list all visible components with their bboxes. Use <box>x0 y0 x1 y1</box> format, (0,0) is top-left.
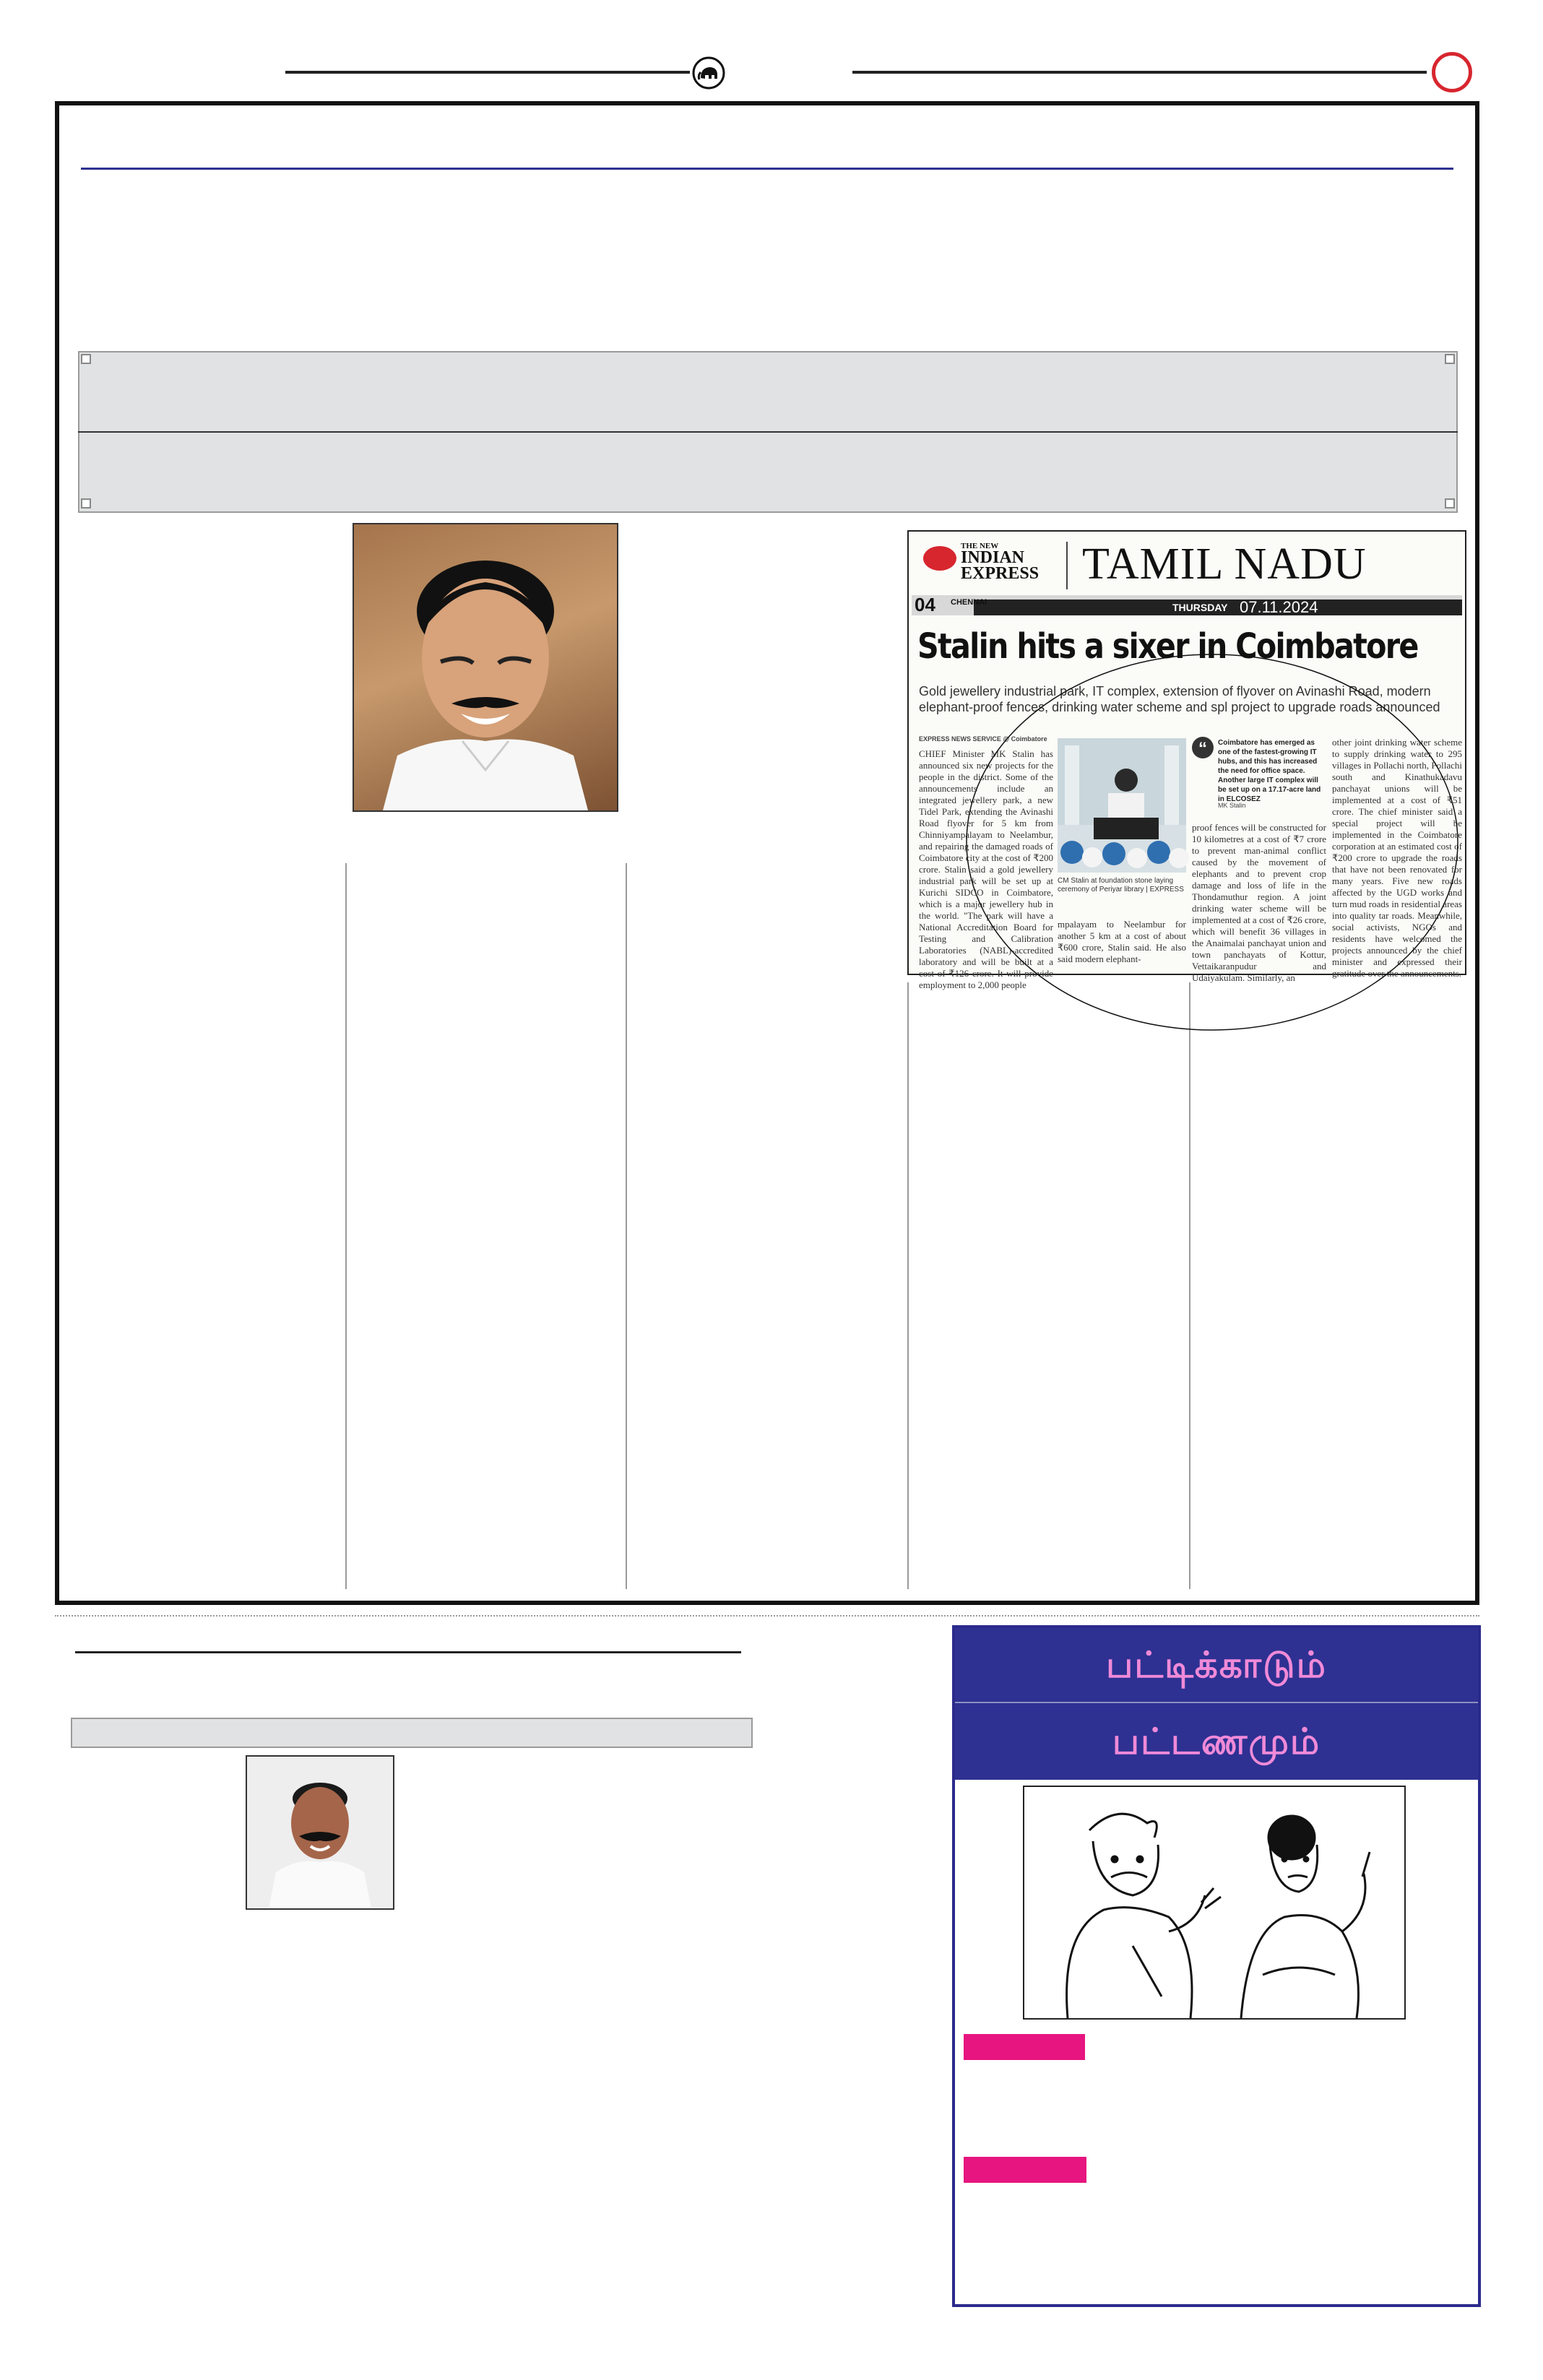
clip-headline: Stalin hits a sixer in Coimbatore <box>917 626 1418 667</box>
headline-rule <box>81 168 1453 170</box>
column-rule-3 <box>907 982 909 1589</box>
clip-masthead-divider <box>1066 542 1068 589</box>
cartoon-title-line1: பட்டிக்காடும் <box>955 1628 1478 1702</box>
lower-story-band <box>71 1718 753 1748</box>
clip-section-title: TAMIL NADU <box>1082 540 1367 589</box>
small-portrait-photo <box>246 1755 394 1910</box>
clip-quote-attribution: MK Stalin <box>1218 802 1246 809</box>
clip-quote: Coimbatore has emerged as one of the fastest-growing IT hubs, and this has increased the need for office space. Another large IT complex will be set up on a 17.17-acre land in ELCOSEZ <box>1218 739 1321 803</box>
speaker-tag-2 <box>964 2157 1086 2183</box>
clip-body-col4: other joint drinking water scheme to supply drinking water to 295 villages in Pollachi north, Pollachi south and Kinathukadavu panchayat unions will be implemented at a cost of ₹51 crore. The chief minister said a special project will be implemented in the Coimbatore corporation at an estimated cost of ₹200 crore to upgrade the roads that have not been renovated for many years. Five new roads affected by the UGD works and turn mud roads in residential areas into quality tar roads. Meanwhile, social activists, NGOs and residents have welcomed the projects announced by the chief minister and expressed their gratitude over the announcements. <box>1332 737 1462 979</box>
headline-band-divider <box>78 431 1458 433</box>
clip-body-col3: proof fences will be constructed for 10 kilometres at a cost of ₹7 crore to prevent man-animal conflict caused by the movement of elephants and to prevent crop damage and loss of life in the Thondamuthur region. A joint drinking water scheme will be implemented at a cost of ₹26 crore, which will benefit 36 villages in the Anaimalai panchayat union and town panchayats of Kottur, Vettaikaranpudur and Udaiyakulam. Similarly, an <box>1192 822 1326 983</box>
column-rule-2 <box>626 863 627 1589</box>
section-separator <box>55 1615 1479 1617</box>
band-corner-tl <box>81 354 91 364</box>
clip-photo-caption: CM Stalin at foundation stone laying ceremony of Periyar library | EXPRESS <box>1058 877 1184 893</box>
masthead-rule-left <box>285 71 690 74</box>
newspaper-clipping <box>907 530 1466 990</box>
clip-city: CHENNAI <box>951 598 987 607</box>
band-corner-bl <box>81 498 91 509</box>
clip-body-col1: CHIEF Minister MK Stalin has announced six new projects for the people in the district. Some of the announcements include an integrated jewellery park, a new Tidel Park, extending the Avinashi Road flyover for 5 km from Chinniyampalayam to Neelambur, and repairing the damaged roads of Coimbatore city at the cost of ₹200 crore. Stalin said a gold jewellery industrial park will be set up at Kurichi SIDCO in Coimbatore, which is a major jewellery hub in the world. "The park will have a National Accreditation Board for Testing and Calibration Laboratories (NABL)-accredited laboratory and will be built at a cost of ₹126 crore. It will provide employment to 2,000 people <box>919 748 1053 990</box>
quote-marks-icon: “ <box>1192 737 1214 758</box>
speaker-tag-1 <box>964 2034 1085 2060</box>
elephant-emblem-icon <box>692 56 725 90</box>
clip-body-col2: mpalayam to Neelambur for another 5 km at a cost of about ₹600 crore, Stalin said. He also said modern elephant- <box>1058 919 1186 964</box>
clip-day: THURSDAY <box>1172 602 1228 613</box>
masthead-rule-right <box>852 71 1427 74</box>
clip-logo-icon <box>923 546 956 571</box>
band-corner-tr <box>1445 354 1455 364</box>
cartoon-drawing <box>1023 1786 1406 2020</box>
clip-date: 07.11.2024 <box>1240 598 1318 616</box>
clip-page-number: 04 <box>915 594 935 615</box>
main-portrait-photo <box>353 523 618 812</box>
cartoon-title-line2: பட்டணமும் <box>955 1703 1478 1780</box>
red-circle-badge-icon <box>1432 52 1472 92</box>
clip-photo <box>1058 738 1186 873</box>
band-corner-br <box>1445 498 1455 509</box>
clip-paper-name-top: THE NEW <box>961 542 999 550</box>
clip-subhead: Gold jewellery industrial park, IT complex, extension of flyover on Avinashi Road, modern elephant-proof fences, drinking water scheme and spl project to upgrade roads announced <box>919 684 1440 714</box>
clip-paper-name-mid: INDIAN <box>961 548 1025 567</box>
column-rule-1 <box>345 863 347 1589</box>
column-rule-4 <box>1189 982 1190 1589</box>
lower-story-rule <box>75 1651 741 1653</box>
clip-byline: EXPRESS NEWS SERVICE @ Coimbatore <box>919 735 1047 743</box>
clip-paper-name-bottom: EXPRESS <box>961 564 1040 583</box>
